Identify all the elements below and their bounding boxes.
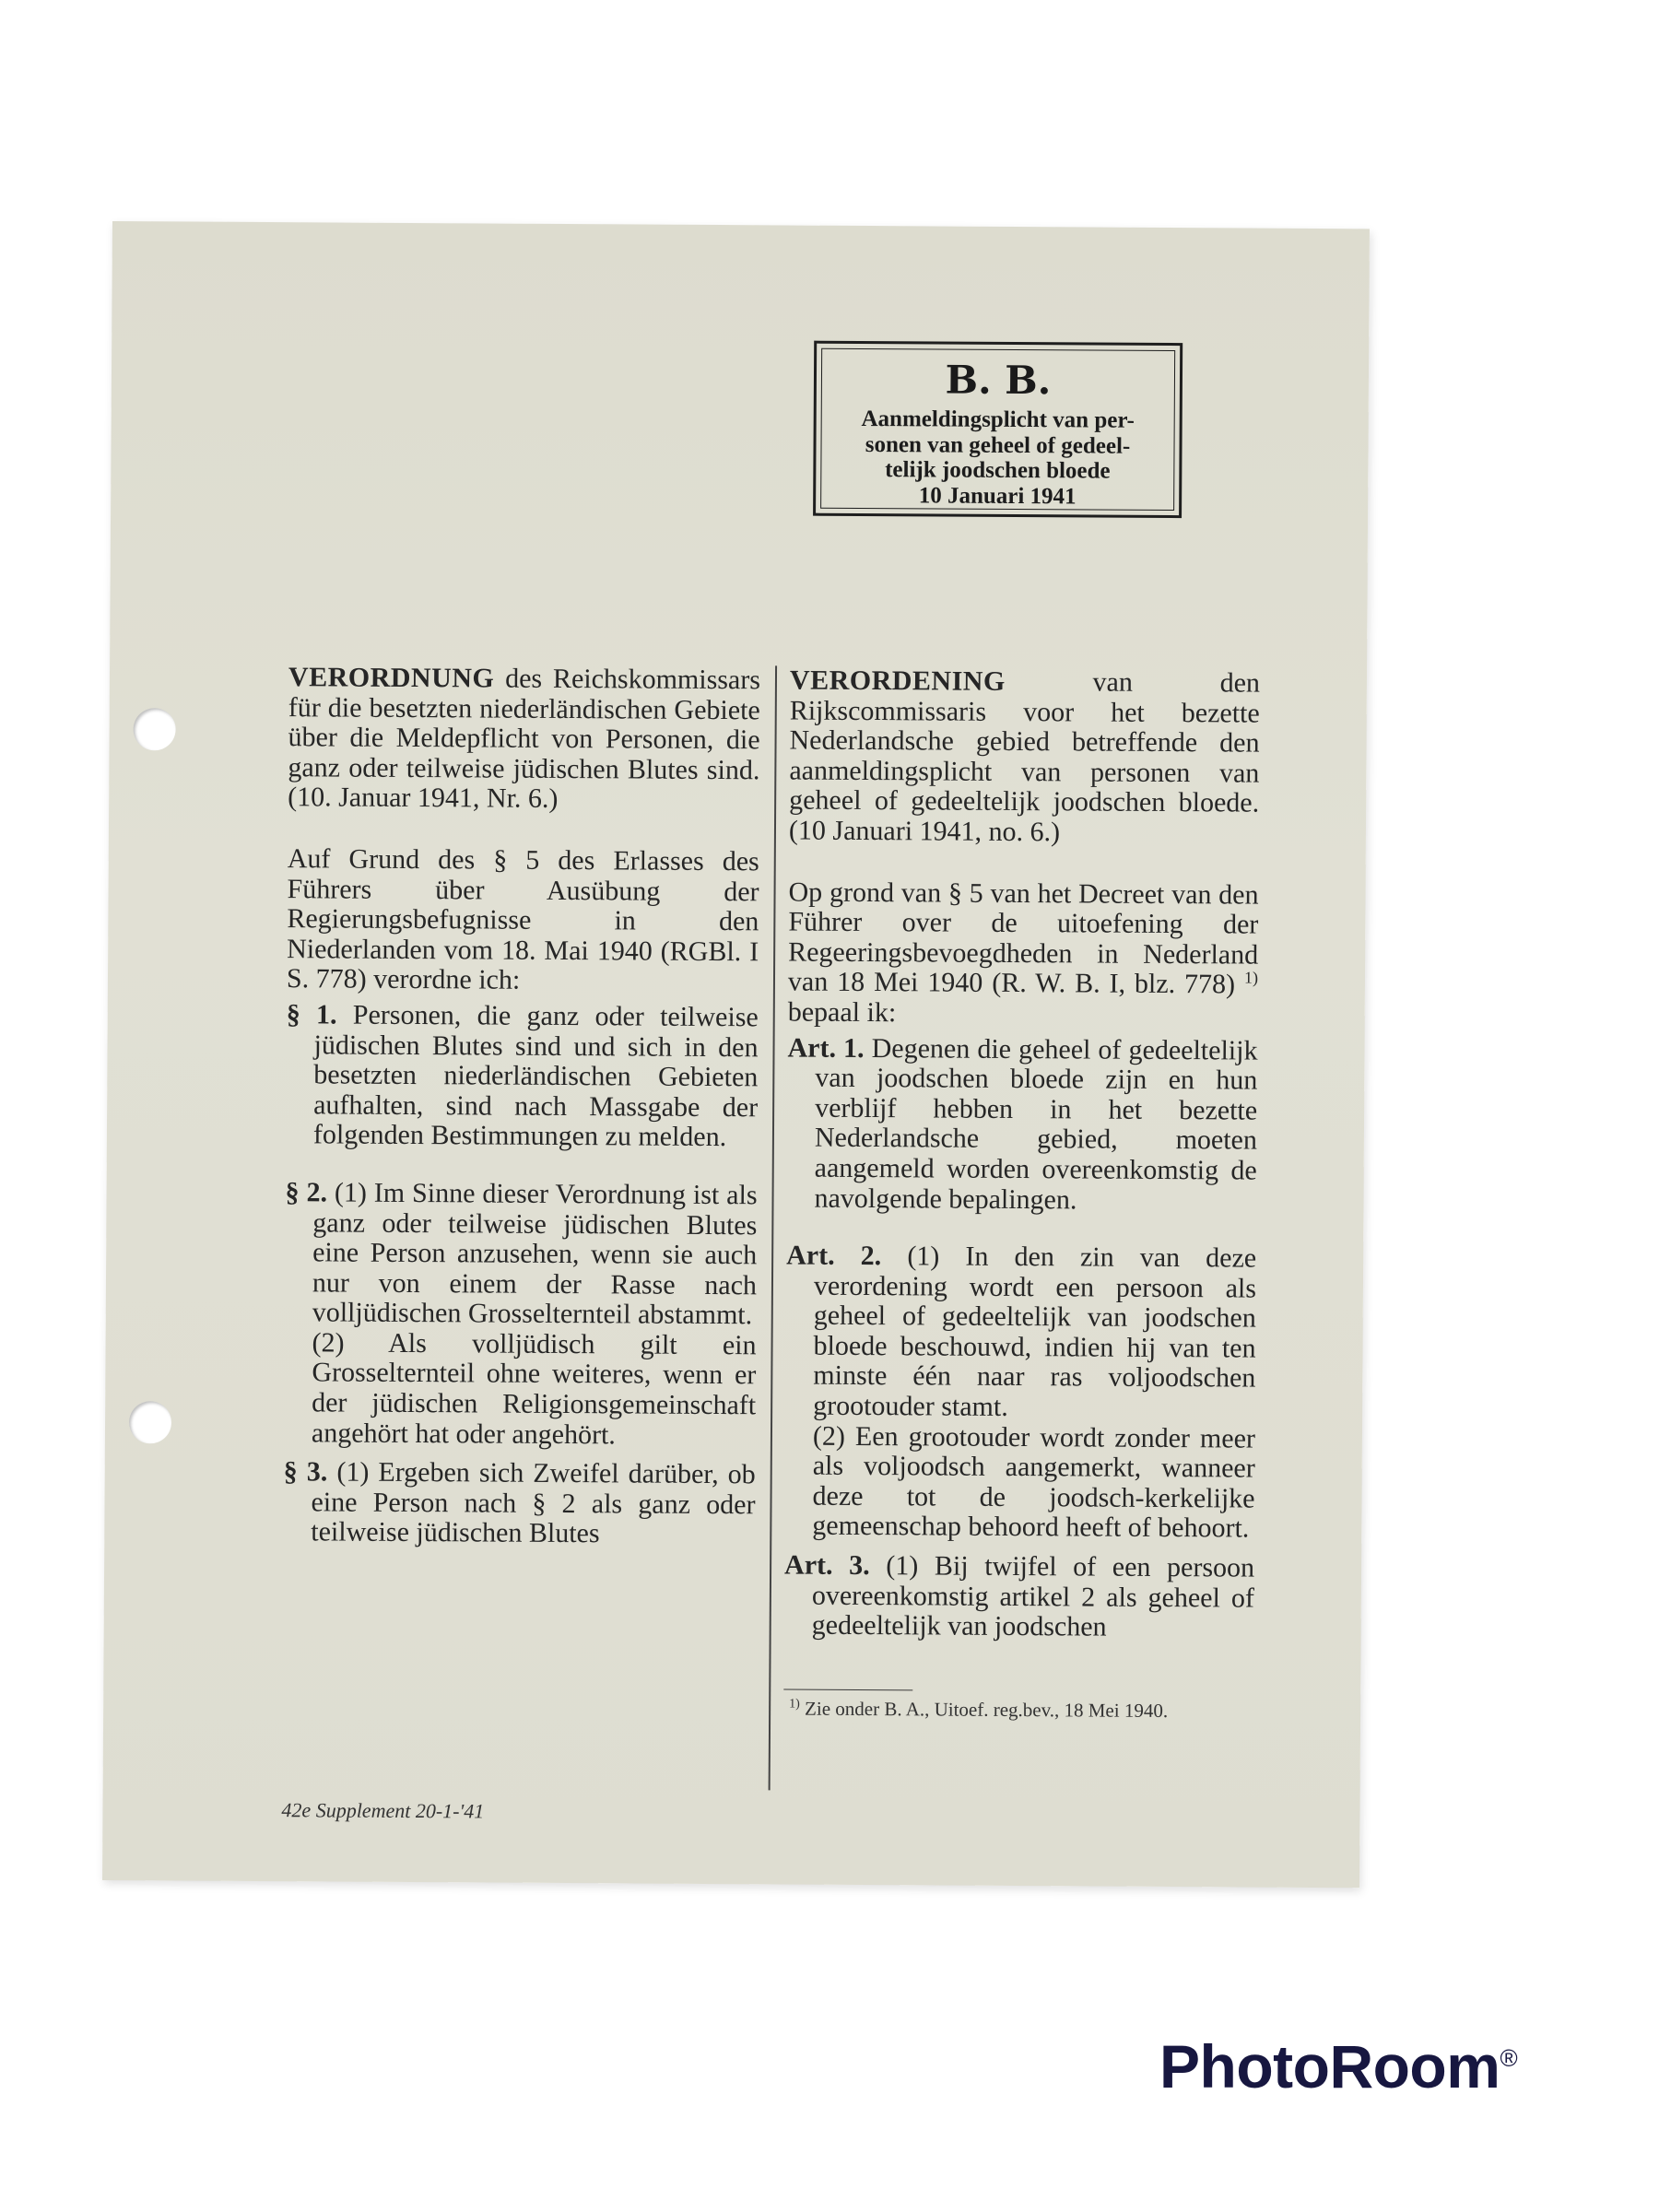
german-article-3 — [283, 1457, 756, 1550]
title-box — [813, 341, 1182, 518]
dutch-heading-word: VERORDENING — [789, 665, 1006, 697]
article-label: Art. 3. — [784, 1549, 870, 1582]
dutch-article-3 — [784, 1551, 1255, 1644]
article-subparagraph: (2) Als volljüdisch gilt ein Grosselternteil ohne weiteres, wenn er der jüdischen Religionsgemeinschaft angehört hat oder angehört. — [311, 1327, 757, 1451]
title-line: telijk joodschen bloede — [885, 457, 1111, 484]
title-line: sonen van geheel of gedeel- — [865, 431, 1131, 459]
article-label: Art. 1. — [787, 1032, 865, 1064]
article-label: § 1. — [286, 999, 337, 1030]
footnote-rule — [783, 1688, 912, 1690]
german-heading-word: VERORDNUNG — [288, 662, 495, 694]
footnote — [789, 1695, 1250, 1722]
punch-hole-top — [133, 708, 175, 750]
german-intro: Auf Grund des § 5 des Erlasses des Führers über Ausübung der Regierungsbefugnisse in den Niederlanden vom 18. Mai 1940 (RGBl. I S. 778) verordne ich: — [286, 843, 759, 996]
article-label: Art. 2. — [786, 1240, 882, 1272]
dutch-column — [784, 665, 1261, 1653]
photoroom-watermark — [1159, 2031, 1517, 2101]
article-text: (1) Im Sinne dieser Verordnung ist als ganz oder teilweise jüdischen Blutes eine Person anzusehen, wenn sie auch nur von einem der Rasse nach volljüdischen Grosselternteil abstammt. — [312, 1177, 758, 1331]
dutch-intro — [788, 877, 1259, 1030]
article-label: § 3. — [283, 1456, 328, 1488]
dutch-heading-text: van den Rijkscommissaris voor het bezette Nederlandsche gebied betreffende den aanmeldingsplicht van personen van geheel of gedeeltelijk joodschen bloede. (10 Januari 1941, no. 6.) — [788, 666, 1261, 848]
footnote-mark: 1) — [789, 1697, 800, 1712]
article-text: (1) Bij twijfel of een persoon overeenkomstig artikel 2 als geheel of gedeeltelijk van joodschen — [811, 1550, 1255, 1642]
punch-hole-bottom — [129, 1401, 171, 1443]
german-article-1 — [286, 1000, 759, 1153]
watermark-brand: PhotoRoom — [1159, 2032, 1500, 2100]
dutch-decree-heading — [789, 665, 1260, 849]
dutch-article-1 — [786, 1033, 1257, 1217]
dutch-intro-text: Op grond van § 5 van het Decreet van den Führer over de uitoefening der Regeeringsbevoegdheden in Nederland van 18 Mei 1940 (R. W. B. I, blz. 778) — [787, 877, 1259, 1000]
document-code: B. B. — [945, 357, 1052, 404]
supplement-reference: 42e Supplement 20-1-'41 — [281, 1798, 485, 1823]
article-text: (1) Ergeben sich Zweifel darüber, ob eine Person nach § 2 als ganz oder teilweise jüdischen Blutes — [311, 1456, 756, 1549]
german-decree-heading — [288, 663, 760, 816]
dutch-intro-end: bepaal ik: — [787, 996, 897, 1029]
german-article-2 — [284, 1178, 758, 1451]
article-label: § 2. — [285, 1177, 328, 1208]
footnote-reference: 1) — [1243, 968, 1259, 987]
german-heading-text: des Reichskommissars für die besetzten niederländischen Gebiete über die Meldepflicht von Personen, die ganz oder teilweise jüdischen Blutes sind. (10. Januar 1941, Nr. 6.) — [288, 663, 761, 815]
dutch-article-2 — [784, 1241, 1256, 1545]
document-page — [102, 221, 1370, 1888]
registered-mark: ® — [1500, 2044, 1518, 2072]
column-divider — [769, 665, 777, 1790]
footnote-text: Zie onder B. A., Uitoef. reg.bev., 18 Mei 1940. — [805, 1697, 1169, 1723]
german-column — [283, 663, 760, 1559]
article-text: Degenen die geheel of gedeeltelijk van joodschen bloede zijn en hun verblijf hebben in het bezette Nederlandsche gebied, moeten aangemeld worden overeenkomstig de navolgende bepalingen. — [814, 1032, 1258, 1215]
article-subparagraph: (2) Een grootouder wordt zonder meer als voljoodsch aangemerkt, wanneer deze tot de joodsch-kerkelijke gemeenschap behoord heeft of behoort. — [812, 1420, 1256, 1544]
title-line: Aanmeldingsplicht van per- — [861, 406, 1135, 433]
title-date: 10 Januari 1941 — [918, 483, 1077, 510]
article-text: (1) In den zin van deze verordening wordt een persoon als geheel of gedeeltelijk van joodschen bloede beschouwd, indien hij van ten minste één naar ras voljoodschen grootouder stamt. — [813, 1241, 1257, 1423]
article-text: Personen, die ganz oder teilweise jüdischen Blutes sind und sich in den besetzten niederländischen Gebieten aufhalten, sind nach Massgabe der folgenden Bestimmungen zu melden. — [312, 999, 759, 1153]
title-box-inner — [820, 348, 1175, 511]
